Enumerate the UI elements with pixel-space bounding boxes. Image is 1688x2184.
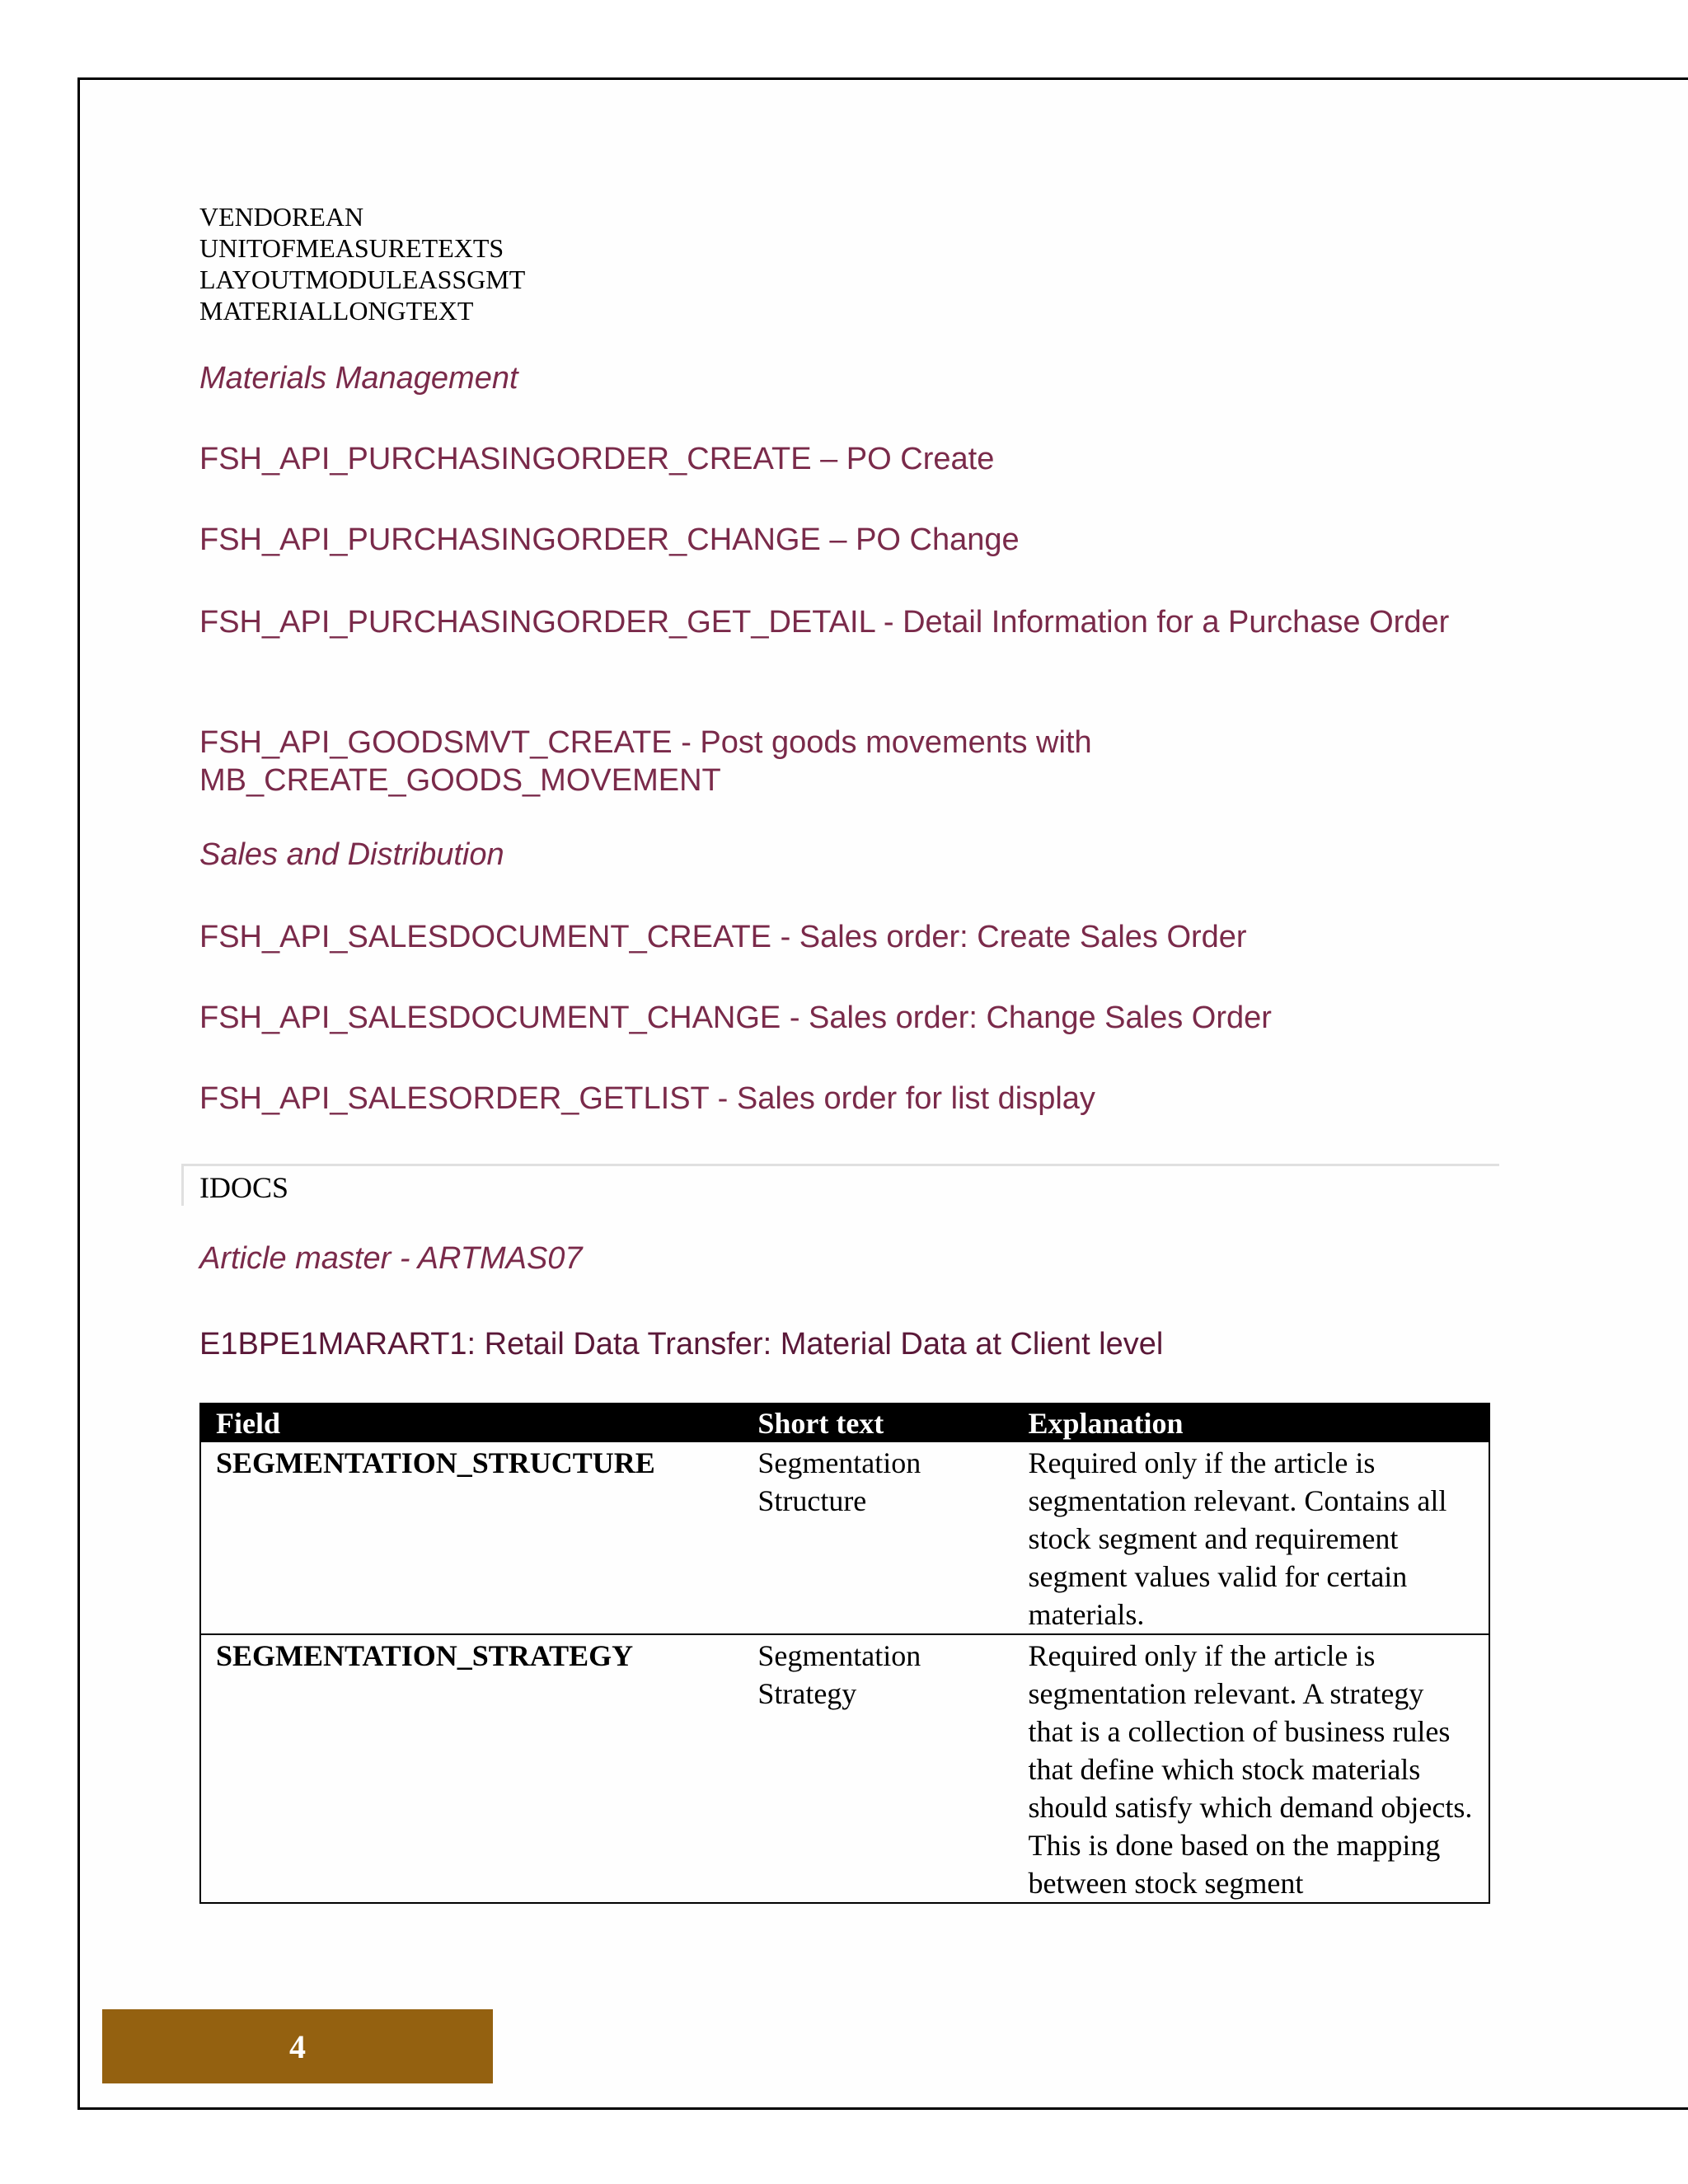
segment-title: E1BPE1MARART1: Retail Data Transfer: Material Data at Client level: [199, 1327, 1164, 1361]
api-item-salesdoc-change: FSH_API_SALESDOCUMENT_CHANGE - Sales order: Change Sales Order: [199, 1001, 1272, 1035]
structure-item: UNITOFMEASURETEXTS: [199, 233, 504, 263]
api-item-po-create: FSH_API_PURCHASINGORDER_CREATE – PO Create: [199, 442, 995, 476]
page-number-badge: 4: [102, 2009, 493, 2083]
header-explanation: Explanation: [1013, 1404, 1489, 1442]
table-row: [200, 1634, 1489, 1903]
idocs-divider: [181, 1164, 1499, 1206]
article-master-heading: Article master - ARTMAS07: [199, 1241, 583, 1276]
api-item-salesorder-getlist: FSH_API_SALESORDER_GETLIST - Sales order for list display: [199, 1081, 1095, 1116]
api-item-goodsmvt-create: FSH_API_GOODSMVT_CREATE - Post goods movements with MB_CREATE_GOODS_MOVEMENT: [199, 725, 1092, 798]
table-header-row: [200, 1404, 1489, 1442]
structure-item: LAYOUTMODULEASSGMT: [199, 265, 526, 294]
fields-table: [199, 1403, 1490, 1904]
cell-short-text: Segmentation Structure: [757, 1446, 921, 1517]
cell-field: SEGMENTATION_STRUCTURE: [216, 1446, 655, 1479]
api-item-po-get-detail: FSH_API_PURCHASINGORDER_GET_DETAIL - Detail Information for a Purchase Order: [199, 605, 1450, 640]
structure-item: VENDOREAN: [199, 202, 364, 232]
api-item-salesdoc-create: FSH_API_SALESDOCUMENT_CREATE - Sales order: Create Sales Order: [199, 920, 1247, 954]
structure-item: MATERIALLONGTEXT: [199, 296, 474, 326]
header-field: Field: [200, 1404, 743, 1442]
sales-distribution-heading: Sales and Distribution: [199, 837, 504, 872]
header-short-text: Short text: [743, 1404, 1013, 1442]
cell-field: SEGMENTATION_STRATEGY: [200, 1634, 743, 1903]
cell-explanation: Required only if the article is segmentation relevant. Contains all stock segment and requirement segment values valid for certain materials.: [1028, 1446, 1447, 1631]
materials-management-heading: Materials Management: [199, 361, 518, 396]
idocs-label: IDOCS: [199, 1171, 289, 1204]
cell-explanation: Required only if the article is segmentation relevant. A strategy that is a collection of business rules that define which stock materials should satisfy which demand objects. This is done based on the mapping between stock segment: [1013, 1634, 1489, 1903]
table-row: [200, 1442, 1489, 1634]
api-item-po-change: FSH_API_PURCHASINGORDER_CHANGE – PO Change: [199, 523, 1020, 557]
cell-short-text: Segmentation Strategy: [743, 1634, 1013, 1903]
structure-list: [199, 201, 525, 326]
